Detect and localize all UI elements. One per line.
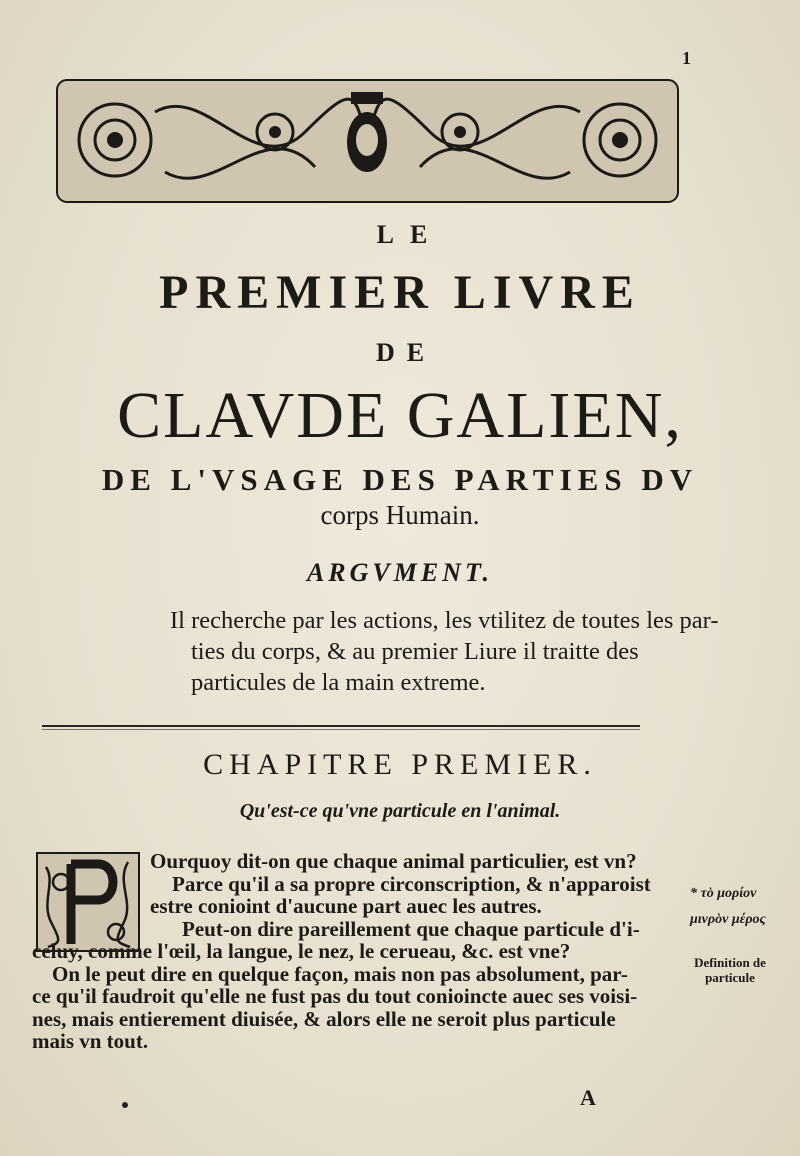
body-line: mais vn tout. bbox=[32, 1029, 149, 1053]
divider-rule bbox=[42, 729, 640, 730]
title-author: CLAVDE GALIEN, bbox=[117, 379, 683, 452]
argument-text bbox=[170, 605, 719, 698]
heading-de: DE bbox=[375, 338, 437, 367]
page-number: 1 bbox=[682, 48, 691, 68]
signature-mark: A bbox=[580, 1085, 596, 1110]
ornamental-headpiece bbox=[55, 72, 680, 207]
chapter-body bbox=[32, 850, 672, 1053]
heading-le: LE bbox=[376, 220, 444, 249]
argument-heading: ARGVMENT. bbox=[306, 558, 494, 587]
chapter-subtitle: Qu'est-ce qu'vne particule en l'animal. bbox=[239, 800, 561, 822]
title-subject-end: corps Humain. bbox=[320, 500, 480, 530]
body-line: ce qu'il faudroit qu'elle ne fust pas du tout conioincte auec ses voisi- bbox=[32, 984, 638, 1008]
chapter-heading: CHAPITRE PREMIER. bbox=[203, 748, 597, 781]
argument-line: particules de la main extreme. bbox=[191, 669, 486, 696]
body-line: celuy, comme l'œil, la langue, le nez, le cerueau, &c. est vne? bbox=[32, 939, 571, 963]
argument-line: ties du corps, & au premier Liure il traitte des bbox=[191, 638, 639, 665]
margin-note-greek: μινρὸν μέρος bbox=[690, 912, 766, 927]
argument-line: Il recherche par les actions, les vtilitez de toutes les par- bbox=[170, 607, 719, 634]
body-line: estre conioint d'aucune part auec les autres. bbox=[150, 894, 542, 918]
body-line: nes, mais entierement diuisée, & alors elle ne seroit plus particule bbox=[32, 1006, 616, 1031]
title-premier-livre: PREMIER LIVRE bbox=[159, 266, 641, 319]
margin-note-greek: * τὸ μορίον bbox=[690, 886, 757, 901]
margin-note-definition: Definition de particule bbox=[694, 955, 766, 985]
body-line: Ourquoy dit-on que chaque animal particulier, est vn? bbox=[150, 849, 637, 873]
body-line: On le peut dire en quelque façon, mais non pas absolument, par- bbox=[52, 961, 628, 986]
body-line: Peut-on dire pareillement que chaque particule d'i- bbox=[182, 916, 640, 941]
ink-dot bbox=[122, 1102, 128, 1108]
body-line: Parce qu'il a sa propre circonscription, & n'apparoist bbox=[172, 871, 651, 896]
title-subject: DE L'VSAGE DES PARTIES DV bbox=[101, 462, 699, 497]
divider-rule bbox=[42, 725, 640, 727]
